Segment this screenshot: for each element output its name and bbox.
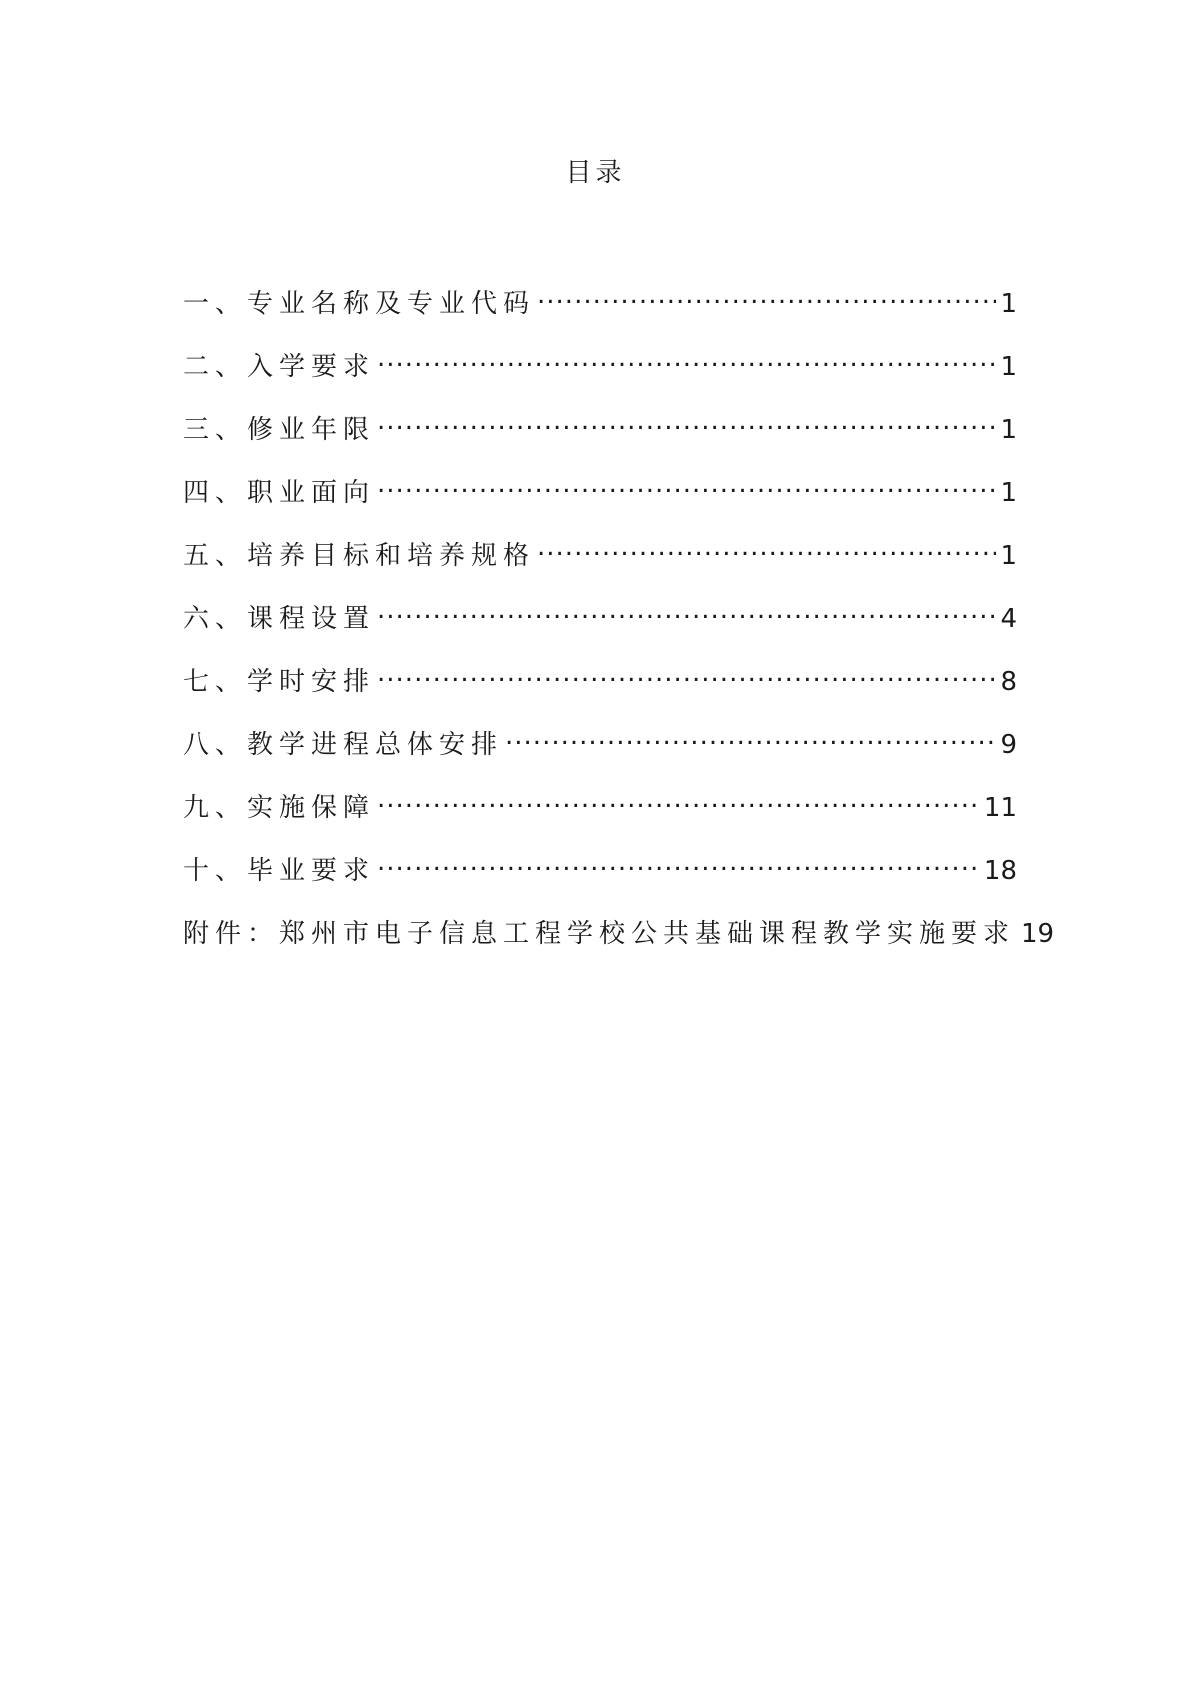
toc-dot-leader — [377, 782, 980, 816]
toc-page-number: 19 — [1021, 919, 1055, 949]
toc-page-number: 1 — [1000, 478, 1017, 508]
toc-entry-label: 五、培养目标和培养规格 — [183, 541, 536, 571]
toc-entry[interactable] — [183, 782, 1017, 823]
toc-dot-leader — [537, 278, 996, 312]
toc-dot-leader — [505, 719, 996, 753]
toc-dot-leader — [377, 467, 996, 501]
toc-entry[interactable] — [183, 719, 1017, 760]
toc-entry-label: 十、毕业要求 — [183, 856, 376, 886]
toc-entry[interactable] — [183, 656, 1017, 697]
toc-entry-label: 八、教学进程总体安排 — [183, 730, 504, 760]
toc-dot-leader — [377, 593, 996, 627]
toc-page-number: 4 — [1000, 604, 1017, 634]
toc-page-number: 11 — [983, 793, 1017, 823]
toc-entry[interactable] — [183, 908, 1055, 949]
toc-list — [183, 278, 1055, 971]
toc-entry[interactable] — [183, 278, 1017, 319]
toc-entry[interactable] — [183, 341, 1017, 382]
toc-page-number: 1 — [1000, 541, 1017, 571]
toc-page-number: 1 — [1000, 289, 1017, 319]
toc-entry-label: 七、学时安排 — [183, 667, 376, 697]
toc-entry[interactable] — [183, 530, 1017, 571]
toc-page-number: 1 — [1000, 352, 1017, 382]
page-title: 目录 — [565, 158, 626, 188]
toc-entry[interactable] — [183, 404, 1017, 445]
toc-dot-leader — [377, 845, 980, 879]
toc-entry[interactable] — [183, 845, 1017, 886]
toc-dot-leader — [377, 341, 996, 375]
toc-entry[interactable] — [183, 593, 1017, 634]
toc-entry-label: 三、修业年限 — [183, 415, 376, 445]
toc-entry-label: 一、专业名称及专业代码 — [183, 289, 536, 319]
toc-page-number: 8 — [1000, 667, 1017, 697]
toc-page-number: 9 — [1000, 730, 1017, 760]
toc-entry-label: 四、职业面向 — [183, 478, 376, 508]
toc-dot-leader — [377, 404, 996, 438]
toc-page-number: 1 — [1000, 415, 1017, 445]
toc-entry-label: 六、课程设置 — [183, 604, 376, 634]
toc-entry-label: 附件：郑州市电子信息工程学校公共基础课程教学实施要求 — [183, 919, 1016, 949]
toc-page-number: 18 — [983, 856, 1017, 886]
toc-entry[interactable] — [183, 467, 1017, 508]
toc-entry-label: 九、实施保障 — [183, 793, 376, 823]
toc-dot-leader — [377, 656, 996, 690]
toc-entry-label: 二、入学要求 — [183, 352, 376, 382]
toc-dot-leader — [537, 530, 996, 564]
